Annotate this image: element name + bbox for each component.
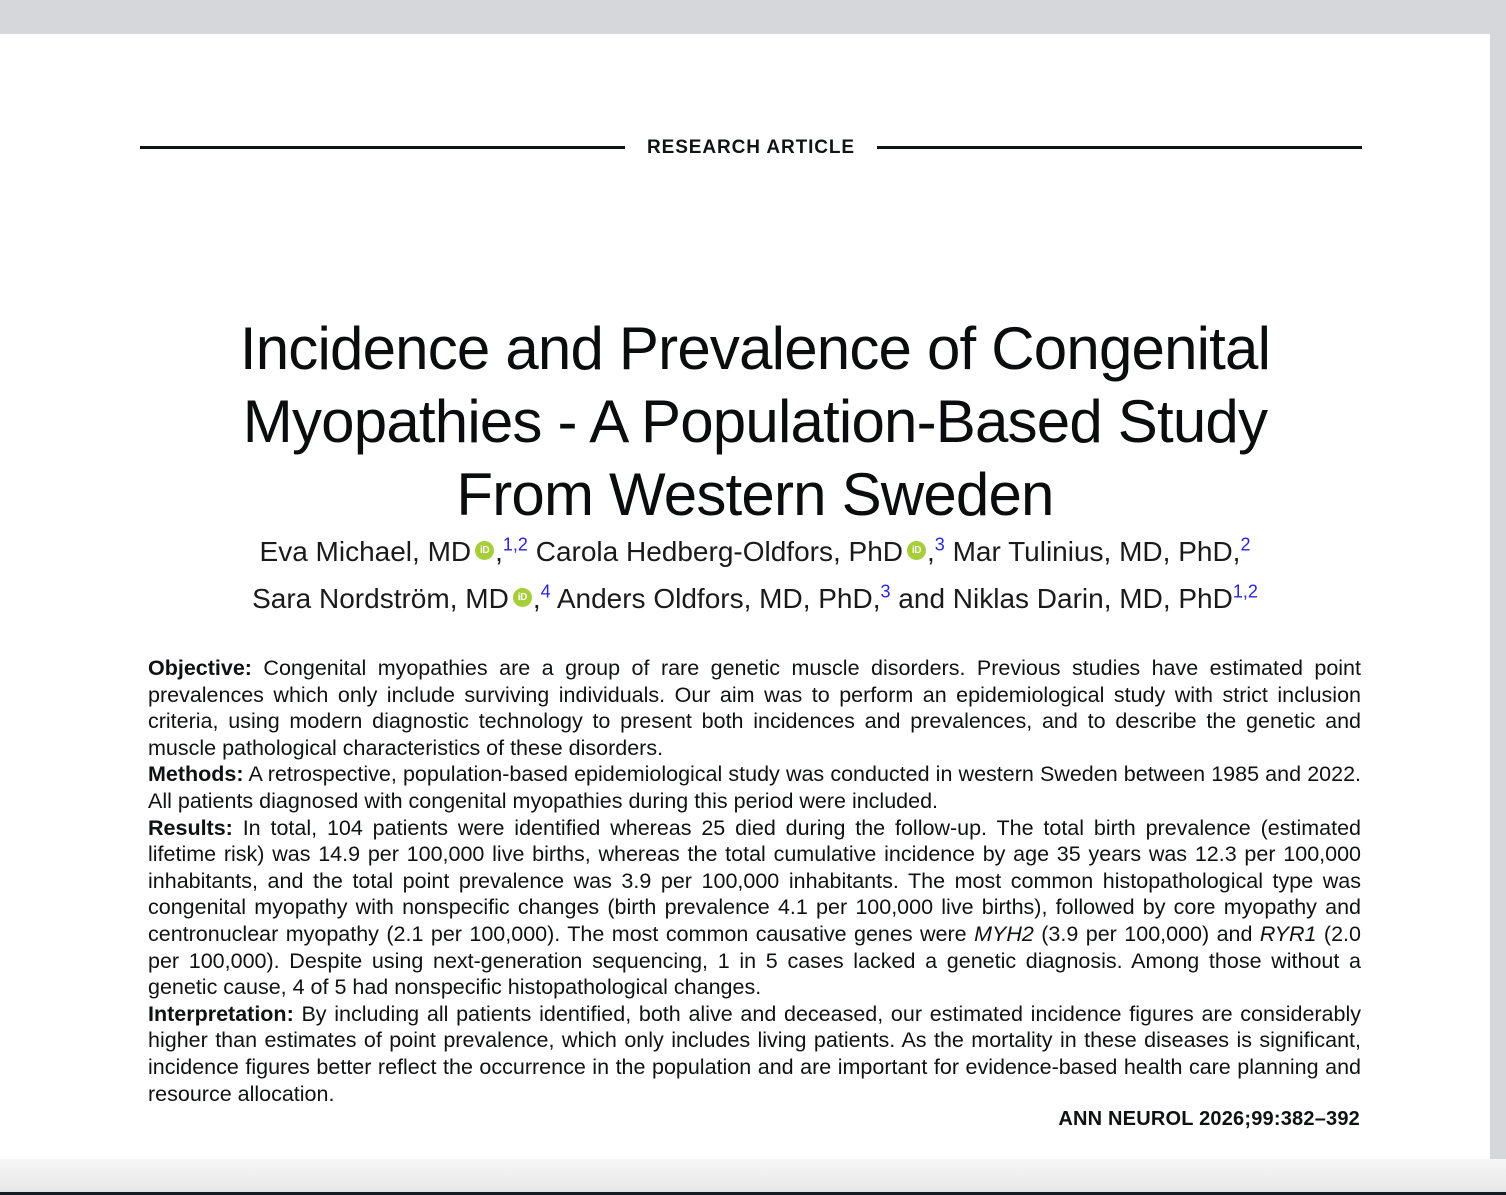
author-separator: , <box>1232 536 1241 567</box>
abstract-section-methods <box>148 761 1361 814</box>
author-separator: , <box>532 583 541 614</box>
orcid-id-icon[interactable] <box>907 541 926 560</box>
abstract-section-objective <box>148 655 1361 761</box>
abstract-text-results-part1: In total, 104 patients were identified whereas 25 died during the follow-up. The total birth prevalence (estimated lifetime risk) was 14.9 per 100,000 live births, whereas the total cumulative incidence by age 35 years was 12.3 per 100,000 inhabitants, and the total point prevalence was 3.9 per 100,000 inhabitants. The most common histopathological type was congenital myopathy with nonspecific changes (birth prevalence 4.1 per 100,000 live births), followed by core myopathy and centronuclear myopathy (2.1 per 100,000). The most common causative genes were <box>148 815 1361 946</box>
abstract-label-methods: Methods: <box>148 762 244 787</box>
abstract-label-objective: Objective: <box>148 656 252 680</box>
abstract-text-results-part2: (3.9 per 100,000) and <box>1033 921 1260 946</box>
author-separator: , <box>872 583 881 614</box>
author-list <box>150 528 1360 622</box>
title-line-1: Incidence and Prevalence of Congenital <box>239 315 1271 383</box>
abstract-text-methods: A retrospective, population-based epidemiological study was conducted in western Sweden between 1985 and 2022. All patients diagnosed with congenital myopathies during this period were included. <box>148 762 1361 813</box>
abstract-text-objective: Congenital myopathies are a group of rare genetic muscle disorders. Previous studies have estimated point prevalences which only include surviving individuals. Our aim was to perform an epidemiological study with strict inclusion criteria, using modern diagnostic technology to present both incidences and prevalences, and to describe the genetic and muscle pathological characteristics of these disorders. <box>148 656 1361 760</box>
kicker-label: RESEARCH ARTICLE <box>647 137 855 158</box>
page-gutter-right <box>1490 0 1506 1195</box>
abstract-label-results: Results: <box>148 815 233 840</box>
author-name: Eva Michael, MD <box>259 536 472 567</box>
title-line-2: Myopathies - A Population-Based Study <box>242 388 1268 456</box>
author-separator: , <box>927 536 935 567</box>
page-title <box>150 312 1360 531</box>
abstract <box>148 655 1361 1107</box>
kicker-rule-right <box>877 146 1362 149</box>
author-name: Sara Nordström, MD <box>252 583 509 614</box>
author-name: Mar Tulinius, MD, PhD <box>952 536 1233 567</box>
title-line-3: From Western Sweden <box>456 461 1054 529</box>
author-affiliation-ref[interactable]: 4 <box>540 581 551 602</box>
abstract-label-interpretation: Interpretation: <box>148 1001 294 1026</box>
abstract-section-interpretation <box>148 1001 1361 1107</box>
page-gutter-bottom <box>0 1159 1506 1195</box>
author-name: Carola Hedberg-Oldfors, PhD <box>535 536 904 567</box>
author-affiliation-ref[interactable]: 1,2 <box>1232 581 1258 602</box>
abstract-text-results-part3: (2.0 per 100,000). Despite using next-generation sequencing, 1 in 5 cases lacked a genetic diagnosis. Among those without a genetic cause, 4 of 5 had nonspecific histopathological changes. <box>148 921 1361 1000</box>
author-name: and Niklas Darin, MD, PhD <box>898 583 1233 614</box>
abstract-section-results <box>148 815 1361 1001</box>
journal-citation: ANN NEUROL 2026;99:382–392 <box>1058 1108 1360 1130</box>
kicker-rule-left <box>140 146 625 149</box>
orcid-id-icon[interactable] <box>513 588 532 607</box>
gene-name-myh2: MYH2 <box>974 921 1034 946</box>
orcid-id-icon[interactable] <box>475 541 494 560</box>
author-affiliation-ref[interactable]: 2 <box>1240 534 1251 555</box>
author-affiliation-ref[interactable]: 1,2 <box>502 534 528 555</box>
author-separator: , <box>495 536 503 567</box>
gene-name-ryr1: RYR1 <box>1259 921 1317 946</box>
author-affiliation-ref[interactable]: 3 <box>934 534 945 555</box>
author-affiliation-ref[interactable]: 3 <box>880 581 891 602</box>
abstract-text-interpretation: By including all patients identified, both alive and deceased, our estimated incidence figures are considerably higher than estimates of point prevalence, which only includes living patients. As the mortality in these diseases is significant, incidence figures better reflect the occurrence in the population and are important for evidence-based health care planning and resource allocation. <box>148 1001 1361 1106</box>
article-type-kicker <box>140 138 1362 157</box>
author-name: Anders Oldfors, MD, PhD <box>556 583 873 614</box>
